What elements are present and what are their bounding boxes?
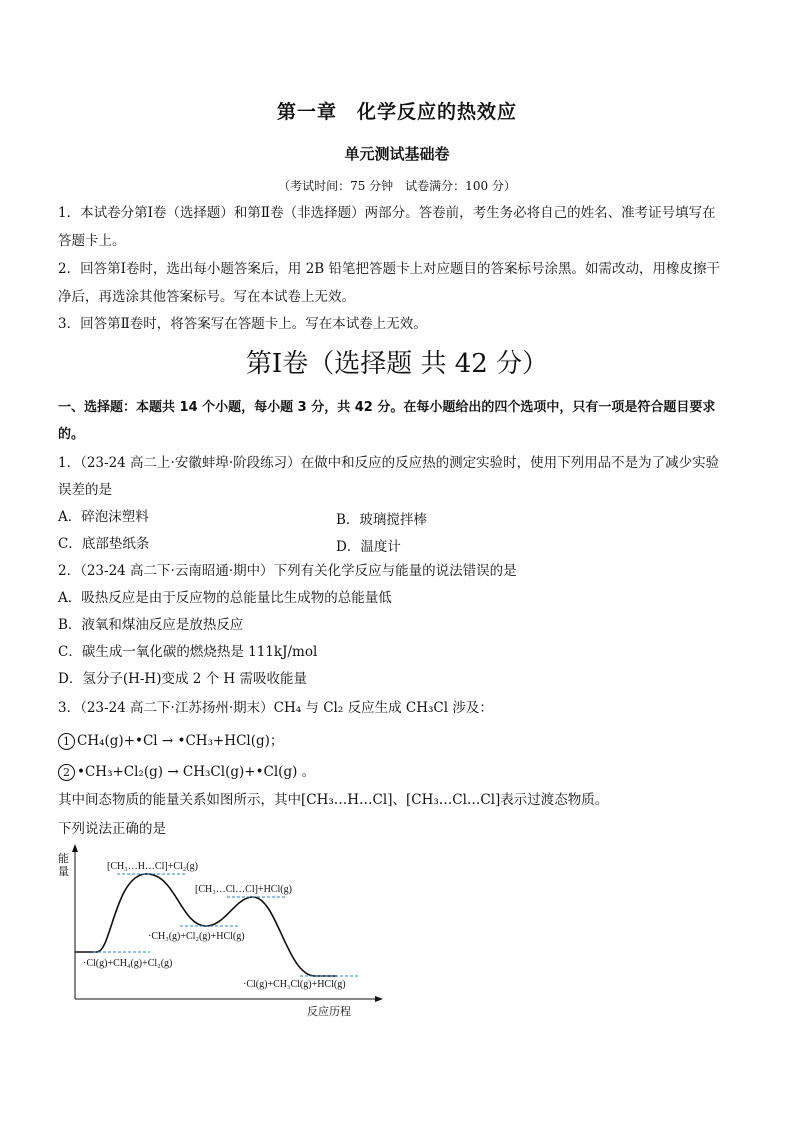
q1-option-c: C．底部垫纸条 [58, 536, 150, 552]
q2-option-d: D．氢分子(H-H)变成 2 个 H 需吸收能量 [58, 671, 307, 687]
reactants-label: ·Cl(g)+CH₄(g)+Cl₂(g) [83, 958, 173, 969]
q1-option-a: A．碎泡沫塑料 [58, 509, 149, 525]
q1-option-b: B．玻璃搅拌棒 [336, 512, 427, 528]
q2-option-c: C．碳生成一氧化碳的燃烧热是 111kJ/mol [58, 644, 318, 660]
q3-step-1 [58, 729, 283, 750]
circled-number-2: 2 [58, 764, 75, 781]
q2-option-a: A．吸热反应是由于反应物的总能量比生成物的总能量低 [58, 590, 392, 606]
q3-step-2-equation: •CH₃+Cl₂(g) → CH₃Cl(g)+•Cl(g) 。 [77, 764, 316, 780]
instruction-3: 3．回答第Ⅱ卷时，将答案写在答题卡上。写在本试卷上无效。 [58, 316, 427, 332]
q3-stem: 3．（23-24 高二下·江苏扬州·期末）CH₄ 与 Cl₂ 反应生成 CH₃Cl 涉及： [58, 700, 493, 716]
q3-step-1-equation: CH₄(g)+•Cl → •CH₃+HCl(g)； [77, 733, 284, 749]
section-intro-line-1: 一、选择题：本题共 14 个小题，每小题 3 分，共 42 分。在每小题给出的四个选项中，只有一项是符合题目要求 [58, 400, 716, 415]
y-axis-arrow [72, 844, 78, 852]
y-axis-label-1: 能 [58, 853, 69, 865]
products-label: ·Cl(g)+CH₃Cl(g)+HCl(g) [243, 979, 346, 990]
ts1-label: [CH₃…H…Cl]+Cl₂(g) [107, 861, 198, 872]
y-axis-label-2: 量 [58, 866, 69, 878]
exam-info: （考试时间：75 分钟 试卷满分：100 分） [278, 179, 516, 193]
page-title: 第一章 化学反应的热效应 [276, 101, 517, 123]
q2-stem: 2．（23-24 高二下·云南昭通·期中）下列有关化学反应与能量的说法错误的是 [58, 563, 517, 579]
instruction-2-line-2: 净后，再选涂其他答案标号。写在本试卷上无效。 [58, 289, 355, 305]
intermediate-label: ·CH₃(g)+Cl₂(g)+HCl(g) [148, 931, 245, 942]
q1-stem-line-2: 误差的是 [58, 482, 112, 498]
q3-step-2 [58, 760, 315, 781]
q3-question: 下列说法正确的是 [58, 821, 166, 837]
circled-number-1: 1 [58, 733, 75, 750]
instruction-1-line-2: 答题卡上。 [58, 233, 126, 249]
page-subtitle: 单元测试基础卷 [344, 145, 450, 163]
x-axis-label: 反应历程 [307, 1006, 351, 1018]
instruction-1-line-1: 1．本试卷分第Ⅰ卷（选择题）和第Ⅱ卷（非选择题）两部分。答卷前，考生务必将自己的姓名、准考证号填写在 [58, 205, 716, 221]
section-intro-line-2: 的。 [58, 427, 85, 442]
q1-option-d: D．温度计 [336, 539, 401, 555]
instruction-2-line-1: 2．回答第Ⅰ卷时，选出每小题答案后，用 2B 铅笔把答题卡上对应题目的答案标号涂黑。如需改动，用橡皮擦干 [58, 261, 721, 277]
q3-description: 其中间态物质的能量关系如图所示，其中[CH₃…H…Cl]、[CH₃…Cl…Cl]表示过渡态物质。 [58, 792, 609, 808]
x-axis-arrow [375, 996, 383, 1002]
energy-diagram [55, 842, 385, 1022]
q2-option-b: B．液氧和煤油反应是放热反应 [58, 617, 244, 633]
section-title: 第Ⅰ卷（选择题 共 42 分） [245, 349, 549, 379]
ts2-label: [CH₃…Cl…Cl]+HCl(g) [195, 884, 292, 895]
q1-stem-line-1: 1．（23-24 高二上·安徽蚌埠·阶段练习）在做中和反应的反应热的测定实验时，使用下列用品不是为了减少实验 [58, 455, 720, 471]
